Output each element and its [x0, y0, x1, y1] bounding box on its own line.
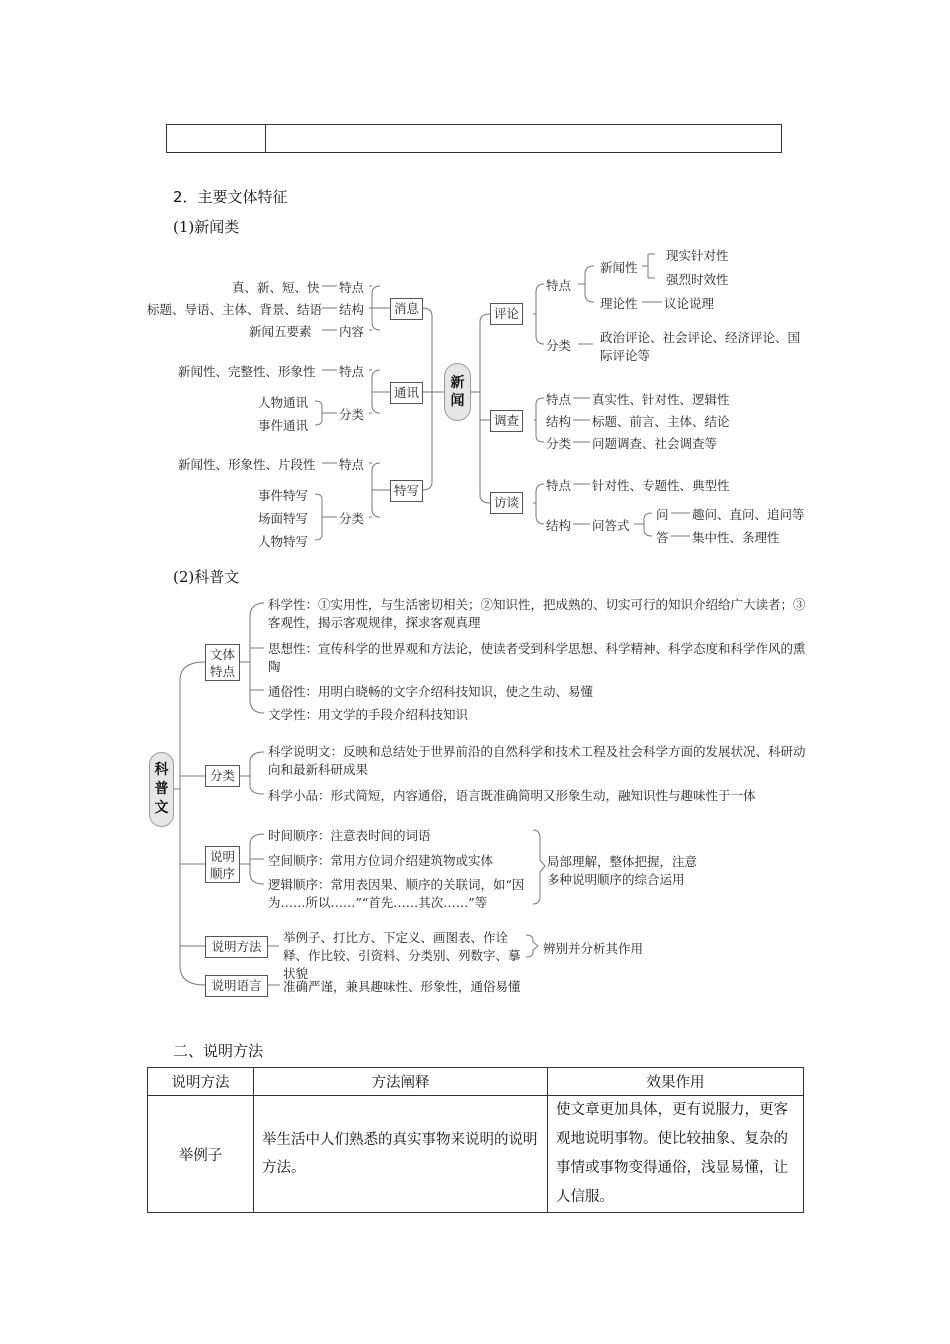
methods-table-header [148, 1068, 804, 1096]
pinglun-news-nature: 新闻性 [600, 260, 638, 275]
kepu-features-box: 文体特点 [205, 644, 240, 681]
header-effect: 效果作用 [548, 1068, 804, 1096]
pinglun-categories: 政治评论、社会评论、经济评论、国际评论等 [600, 330, 801, 363]
header-explain: 方法阐释 [254, 1068, 548, 1096]
methods-table [147, 1067, 804, 1213]
diaocha-category-text: 问题调查、社会调查等 [592, 436, 718, 451]
kepu-methods-box: 说明方法 [205, 936, 268, 958]
kepu-feature-thought: 思想性：宣传科学的世界观和方法论，使读者受到科学思想、科学精神、科学态度和科学作风的熏陶 [268, 641, 806, 674]
fangtan-question-text: 趣问、直问、追问等 [692, 507, 805, 522]
fangtan-qa: 问答式 [592, 518, 630, 533]
news-root-node: 新闻 [444, 363, 471, 421]
kepu-type-sketch: 科学小品：形式简短，内容通俗，语言既准确简明又形象生动，融知识性与趣味性于一体 [268, 788, 756, 803]
fangtan-feature-tag: 特点 [546, 478, 572, 493]
kepu-feature-literary: 文学性：用文学的手段介绍科技知识 [268, 707, 469, 722]
tongxun-feature-tag: 特点 [339, 364, 365, 379]
kepu-order-note: 局部理解，整体把握，注意多种说明顺序的综合运用 [547, 854, 698, 887]
fangtan-answer-text: 集中性、条理性 [692, 530, 780, 545]
diaocha-feature-tag: 特点 [546, 392, 572, 407]
pinglun-category-tag: 分类 [546, 338, 572, 353]
texie-feature-text: 新闻性、形象性、片段性 [178, 457, 316, 472]
top-table-cell [167, 125, 266, 152]
news-subtitle: (1)新闻类 [173, 218, 240, 236]
section-2-title: 2．主要文体特征 [173, 188, 288, 206]
fangtan-feature-text: 针对性、专题性、典型性 [592, 478, 730, 493]
kepu-methods-text: 举例子、打比方、下定义、画图表、作诠释、作比较、引资料、分类别、列数字、摹状貌 [283, 930, 521, 981]
pinglun-argue: 议论说理 [664, 296, 715, 311]
kepu-language-box: 说明语言 [205, 975, 268, 997]
xiaoxi-box: 消息 [390, 298, 423, 320]
xiaoxi-content-tag: 内容 [339, 324, 365, 339]
kepu-order-time: 时间顺序：注意表时间的词语 [268, 828, 431, 843]
fangtan-structure-tag: 结构 [546, 518, 572, 533]
texie-box: 特写 [390, 480, 423, 502]
row-method: 举例子 [148, 1096, 254, 1213]
texie-type-3: 人物特写 [258, 534, 309, 549]
fangtan-box: 访谈 [490, 492, 523, 514]
pinglun-theory: 理论性 [600, 296, 638, 311]
diaocha-structure-text: 标题、前言、主体、结论 [592, 414, 730, 429]
tongxun-type-tag: 分类 [339, 407, 365, 422]
xiaoxi-structure-text: 标题、导语、主体、背景、结语 [147, 302, 323, 317]
kepu-type-essay: 科学说明文：反映和总结处于世界前沿的自然科学和技术工程及社会科学方面的发展状况、科研动向和最新科研成果 [268, 744, 806, 777]
pinglun-box: 评论 [490, 303, 523, 325]
kepu-order-space: 空间顺序：常用方位词介绍建筑物或实体 [268, 853, 494, 868]
fangtan-answer: 答 [656, 530, 669, 545]
kepu-order-box: 说明顺序 [205, 846, 240, 883]
texie-type-tag: 分类 [339, 511, 365, 526]
pinglun-feature-tag: 特点 [546, 278, 572, 293]
header-method: 说明方法 [148, 1068, 254, 1096]
tongxun-feature-text: 新闻性、完整性、形象性 [178, 364, 316, 379]
pinglun-realism: 现实针对性 [666, 248, 729, 263]
row-explain: 举生活中人们熟悉的真实事物来说明的说明方法。 [254, 1096, 548, 1213]
kepu-methods-note: 辨别并分析其作用 [543, 941, 644, 956]
kepu-feature-popular: 通俗性：用明白晓畅的文字介绍科技知识，使之生动、易懂 [268, 684, 594, 699]
texie-type-2: 场面特写 [258, 511, 309, 526]
tongxun-type-1: 人物通讯 [258, 395, 309, 410]
tongxun-box: 通讯 [390, 382, 423, 404]
kepu-feature-science: 科学性：①实用性，与生活密切相关；②知识性，把成熟的、切实可行的知识介绍给广大读者；③客观性，揭示客观规律，探求客观真理 [268, 597, 806, 630]
row-effect: 使文章更加具体，更有说服力，更客观地说明事物。使比较抽象、复杂的事情或事物变得通俗，浅显易懂，让人信服。 [548, 1096, 804, 1213]
fangtan-question: 问 [656, 507, 669, 522]
kepu-language-text: 准确严谨，兼具趣味性、形象性，通俗易懂 [283, 979, 521, 994]
table-row [148, 1096, 804, 1213]
xiaoxi-feature-tag: 特点 [339, 280, 365, 295]
kepu-order-logic: 逻辑顺序：常用表因果、顺序的关联词，如“因为……所以……”“首先……其次……”等 [268, 877, 525, 910]
pinglun-timeliness: 强烈时效性 [666, 272, 729, 287]
methods-section-title: 二、说明方法 [173, 1042, 264, 1060]
top-empty-table [166, 124, 782, 153]
texie-type-1: 事件特写 [258, 488, 309, 503]
xiaoxi-content-text: 新闻五要素 [249, 324, 312, 339]
tongxun-type-2: 事件通讯 [258, 418, 309, 433]
kepu-types-box: 分类 [205, 765, 240, 787]
diaocha-category-tag: 分类 [546, 436, 572, 451]
diaocha-box: 调查 [490, 410, 523, 432]
texie-feature-tag: 特点 [339, 457, 365, 472]
diaocha-structure-tag: 结构 [546, 414, 572, 429]
xiaoxi-structure-tag: 结构 [339, 302, 365, 317]
xiaoxi-feature-text: 真、新、短、快 [232, 280, 320, 295]
kepu-subtitle: (2)科普文 [173, 568, 240, 586]
kepu-root-node: 科普文 [149, 752, 174, 827]
diaocha-feature-text: 真实性、针对性、逻辑性 [592, 392, 730, 407]
